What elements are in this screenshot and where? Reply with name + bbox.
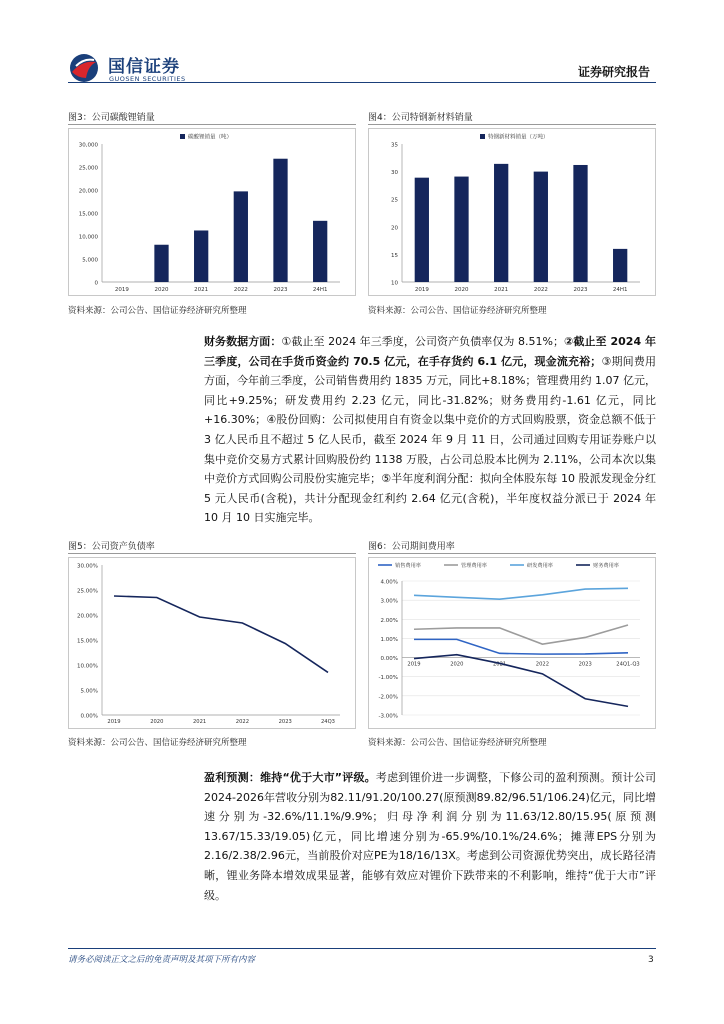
series-line-管理费用率	[414, 625, 628, 644]
bar-2019	[415, 178, 429, 282]
y-tick-label: 2.00%	[380, 617, 398, 624]
x-tick-label: 2019	[107, 719, 121, 725]
fig3-source: 资料来源：公司公告、国信证券经济研究所整理	[68, 306, 247, 316]
x-tick-label: 2023	[578, 661, 592, 668]
fig5-rule	[68, 553, 356, 554]
bar-2023	[573, 165, 587, 282]
y-tick-label: 25.00%	[77, 588, 98, 595]
fig3-title: 图3：公司碳酸锂销量	[68, 113, 155, 123]
y-tick-label: 15	[391, 252, 398, 259]
y-tick-label: 1.00%	[380, 636, 398, 643]
bar-2022	[234, 191, 248, 282]
y-tick-label: 4.00%	[380, 579, 398, 586]
series-line-销售费用率	[414, 639, 628, 654]
fig4-rule	[368, 124, 656, 125]
legend-label: 碳酸锂销量（吨）	[188, 134, 233, 141]
y-tick-label: 25,000	[78, 165, 98, 172]
fig6-title: 图6：公司期间费用率	[368, 542, 455, 552]
bar-2021	[194, 230, 208, 282]
fig6-rule	[368, 553, 656, 554]
y-tick-label: 5,000	[82, 257, 98, 264]
bar-2022	[534, 172, 548, 282]
para2-heading: 盈利预测：维持“优于大市”评级。	[204, 771, 376, 784]
x-tick-label: 2019	[114, 287, 129, 293]
bar-2020	[154, 245, 168, 282]
x-tick-label: 2019	[414, 287, 429, 293]
earnings-forecast-paragraph	[204, 768, 656, 905]
y-tick-label: 20.00%	[77, 613, 98, 620]
legend-label: 财务费用率	[593, 563, 619, 569]
fig6-source: 资料来源：公司公告、国信证券经济研究所整理	[368, 738, 547, 748]
legend-label: 销售费用率	[395, 563, 421, 569]
y-tick-label: 30,000	[78, 142, 98, 149]
y-tick-label: 15,000	[78, 211, 98, 218]
chart-frame	[69, 558, 356, 729]
y-tick-label: 10.00%	[77, 663, 98, 670]
x-tick-label: 24H1	[612, 287, 628, 293]
chart-debt-ratio	[68, 557, 356, 729]
disclaimer: 请务必阅读正文之后的免责声明及其项下所有内容	[68, 955, 256, 965]
y-tick-label: 0.00%	[380, 656, 398, 663]
bar-2023	[273, 159, 287, 282]
y-tick-label: 5.00%	[80, 688, 98, 695]
series-line-研发费用率	[414, 588, 628, 599]
y-tick-label: -2.00%	[378, 694, 398, 701]
chart-frame	[69, 129, 356, 296]
fig3-rule	[68, 124, 356, 125]
legend-label: 研发费用率	[527, 563, 553, 569]
legend-label: 管理费用率	[461, 563, 487, 569]
x-tick-label: 24Q3	[321, 719, 335, 725]
y-tick-label: 15.00%	[77, 638, 98, 645]
x-tick-label: 2019	[407, 661, 421, 668]
x-tick-label: 24Q1-Q3	[616, 661, 640, 668]
x-tick-label: 2020	[450, 661, 464, 668]
series-line-财务费用率	[414, 655, 628, 707]
chart-lithium-sales	[68, 128, 356, 296]
logo-subtitle: GUOSEN SECURITIES	[109, 75, 186, 83]
y-tick-label: -3.00%	[378, 713, 398, 720]
x-tick-label: 2022	[233, 287, 248, 293]
y-tick-label: 0.00%	[80, 713, 98, 720]
y-tick-label: 25	[391, 197, 398, 204]
para1-body: ③期间费用方面，今年前三季度，公司销售费用约 1835 万元，同比+8.18%；管理费用约 1.07 亿元，同比+9.25%；研发费用约 2.23 亿元，同比-31.82%；财务费用约-1.61 亿元，同比+16.30%；④股份回购：公司拟使用自有资金以集中竞价的方式回购股票，资金总额不低于 3 亿人民币且不超过 5 亿人民币，截至 2024 年 9 月 11 日，公司通过回购专用证券账户以集中竞价交易方式累计回购股份约 1138 万股，占公司总股本比例为 2.11%，公司本次以集中竞价方式回购公司股份实施完毕；⑤半年度利润分配：拟向全体股东每 10 股派发现金分红 5 元人民币(含税)，共计分配现金红利约 2.64 亿元(含税)，半年度权益分派已于 2024 年 10 月 10 日实施完毕。	[204, 354, 656, 525]
x-tick-label: 2022	[235, 719, 250, 725]
y-tick-label: 30.00%	[77, 563, 98, 570]
report-type: 证券研究报告	[578, 65, 651, 79]
x-tick-label: 24H1	[312, 287, 328, 293]
fig5-source: 资料来源：公司公告、国信证券经济研究所整理	[68, 738, 247, 748]
company-logo	[68, 52, 198, 86]
chart-frame	[369, 129, 656, 296]
y-tick-label: 35	[391, 142, 398, 149]
logo-icon	[68, 52, 100, 84]
footer-rule	[68, 948, 656, 949]
x-tick-label: 2020	[150, 719, 164, 725]
para2-body: 考虑到锂价进一步调整，下修公司的盈利预测。预计公司2024-2026年营收分别为82.11/91.20/100.27(原预测89.82/96.51/106.24)亿元，同比增速分别为-32.6%/11.1%/9.9%；归母净利润分别为11.63/12.80/15.95(原预测13.67/15.33/19.05)亿元，同比增速分别为-65.9%/10.1%/24.6%；摊薄EPS分别为2.16/2.38/2.96元，当前股价对应PE为18/16/13X。考虑到公司资源优势突出，成长路径清晰，锂业务降本增效成果显著，能够有效应对锂价下跌带来的不利影响，维持“优于大市”评级。	[204, 771, 656, 902]
x-tick-label: 2021	[494, 287, 509, 293]
series-line-资产负债率	[114, 596, 328, 672]
page-number: 3	[648, 955, 654, 965]
logo-name: 国信证券	[108, 57, 180, 77]
y-tick-label: 3.00%	[380, 598, 398, 605]
bar-2021	[494, 164, 508, 282]
chart-expense-ratios	[368, 557, 656, 729]
y-tick-label: 10	[391, 280, 398, 287]
x-tick-label: 2023	[573, 287, 588, 293]
bar-24H1	[613, 249, 627, 282]
x-tick-label: 2020	[154, 287, 169, 293]
x-tick-label: 2022	[535, 661, 550, 668]
header-rule	[68, 82, 656, 83]
x-tick-label: 2023	[273, 287, 288, 293]
y-tick-label: 0	[94, 280, 98, 287]
y-tick-label: 20	[391, 225, 398, 232]
x-tick-label: 2021	[194, 287, 209, 293]
para1-cash: ②截止至 2024 年三季度，公司在手货币资金约 70.5 亿元，在手存货约 6.1 亿元，现金流充裕；	[204, 335, 656, 368]
x-tick-label: 2022	[533, 287, 548, 293]
fig5-title: 图5：公司资产负债率	[68, 542, 155, 552]
x-tick-label: 2021	[492, 661, 507, 668]
fig4-title: 图4：公司特钢新材料销量	[368, 113, 473, 123]
para1-heading: 财务数据方面：	[204, 335, 282, 348]
legend-label: 特钢新材料销量（万吨）	[488, 134, 549, 141]
y-tick-label: -1.00%	[378, 675, 398, 682]
x-tick-label: 2021	[192, 719, 207, 725]
x-tick-label: 2020	[454, 287, 469, 293]
para1-debt-ratio: ①截止至 2024 年三季度，公司资产负债率仅为 8.51%；	[281, 335, 564, 348]
fig4-source: 资料来源：公司公告、国信证券经济研究所整理	[368, 306, 547, 316]
y-tick-label: 20,000	[78, 188, 98, 195]
x-tick-label: 2023	[278, 719, 292, 725]
financial-data-paragraph	[204, 332, 656, 528]
bar-2020	[454, 177, 468, 282]
y-tick-label: 10,000	[78, 234, 98, 241]
bar-24H1	[313, 221, 327, 282]
y-tick-label: 30	[391, 170, 398, 177]
legend-swatch	[480, 134, 485, 139]
chart-special-steel-sales	[368, 128, 656, 296]
legend-swatch	[180, 134, 185, 139]
